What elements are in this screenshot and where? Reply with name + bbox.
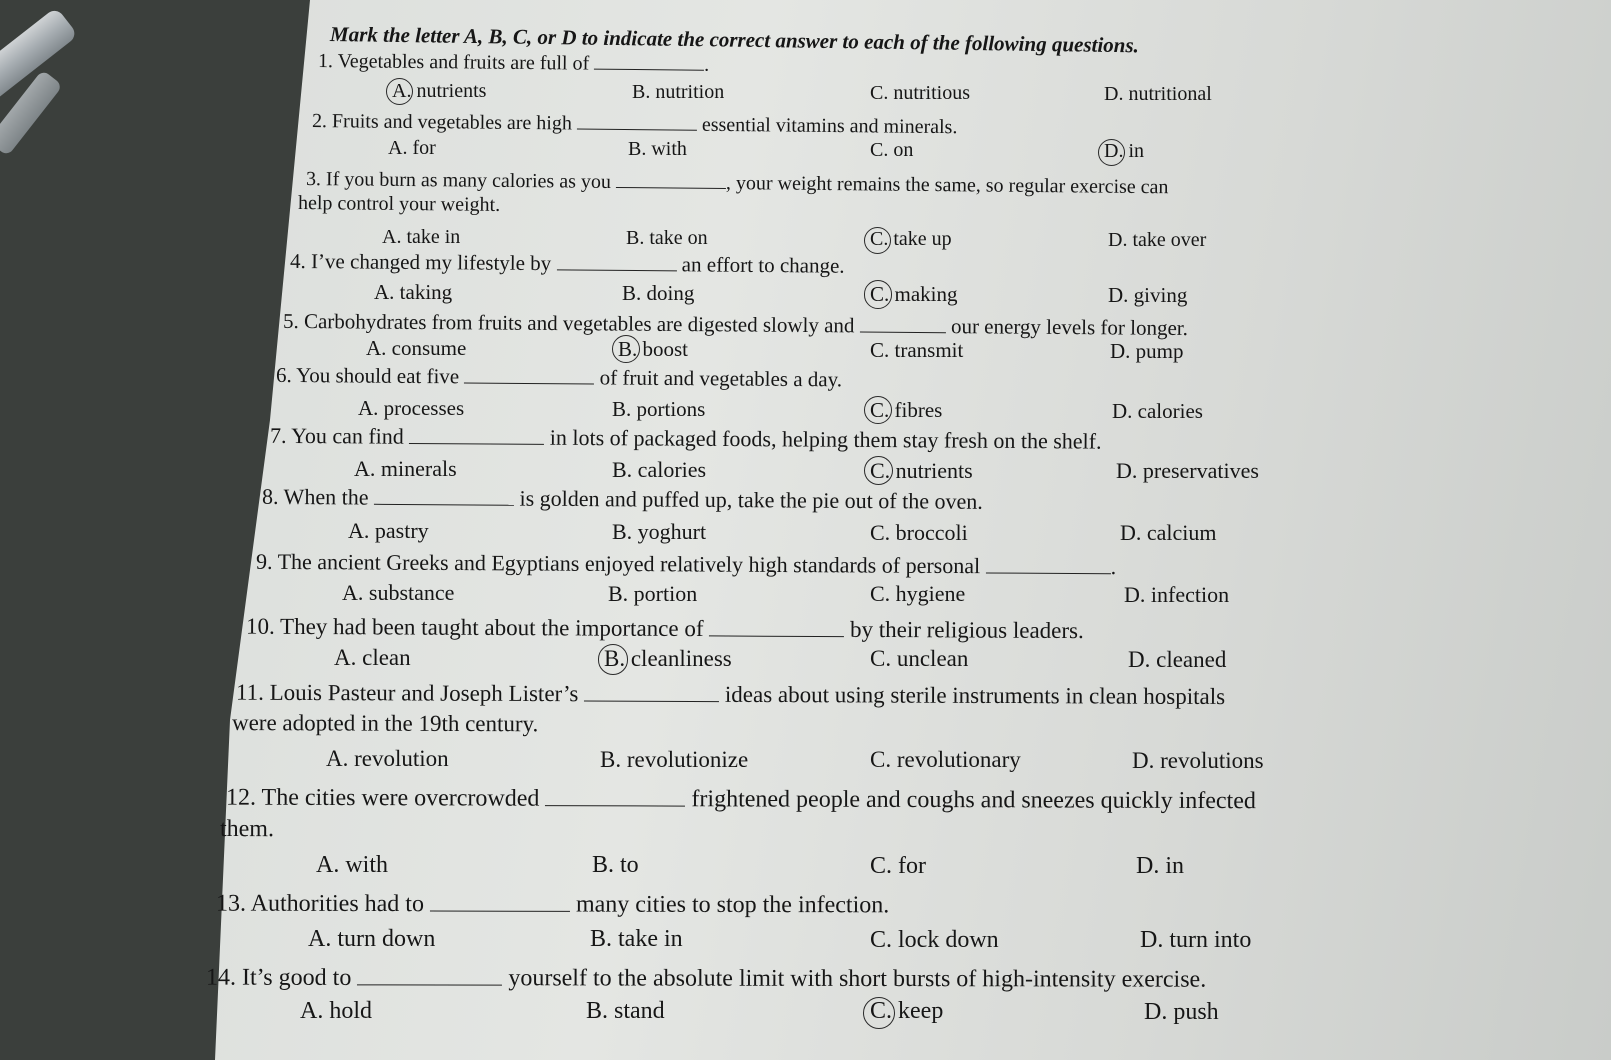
- question-text-after: essential vitamins and minerals.: [696, 113, 958, 139]
- question-11: [236, 678, 1225, 710]
- question-14-option-b[interactable]: B. stand: [586, 998, 665, 1025]
- question-6: [276, 362, 842, 392]
- question-1-option-b[interactable]: B. nutrition: [632, 81, 725, 104]
- question-4-option-b[interactable]: B. doing: [622, 281, 695, 305]
- question-text-before: The ancient Greeks and Egyptians enjoyed relatively high standards of personal: [277, 548, 986, 579]
- question-5-option-d[interactable]: D. pump: [1110, 338, 1184, 363]
- question-10: [246, 612, 1084, 644]
- question-4-option-c[interactable]: C. making: [870, 282, 958, 307]
- question-text-before: Vegetables and fruits are full of: [337, 50, 595, 75]
- question-13-option-b[interactable]: B. take in: [590, 926, 683, 953]
- question-4-option-a[interactable]: A. taking: [374, 280, 453, 304]
- question-5-option-a[interactable]: A. consume: [366, 336, 467, 360]
- answer-blank[interactable]: [374, 484, 514, 506]
- question-2-option-a[interactable]: A. for: [388, 137, 436, 159]
- answer-blank[interactable]: [594, 51, 704, 71]
- question-text-before: It’s good to: [241, 964, 358, 991]
- answer-circle-mark: [598, 644, 629, 675]
- answer-blank[interactable]: [709, 614, 844, 636]
- question-number: 8.: [261, 483, 284, 509]
- question-number: 10.: [245, 613, 281, 639]
- question-2-option-c[interactable]: C. on: [870, 139, 914, 162]
- question-text-before: They had been taught about the importance of: [280, 613, 710, 642]
- question-text-after: of fruit and vegetables a day.: [594, 365, 843, 392]
- question-text-after: frightened people and coughs and sneezes quickly infected: [685, 786, 1256, 815]
- question-number: 6.: [275, 362, 297, 388]
- question-1: [318, 48, 709, 77]
- answer-blank[interactable]: [430, 889, 570, 912]
- question-14-option-a[interactable]: A. hold: [300, 998, 372, 1024]
- answer-blank[interactable]: [545, 783, 685, 806]
- question-1-option-a[interactable]: A. nutrients: [392, 80, 486, 103]
- question-6-option-b[interactable]: B. portions: [612, 396, 706, 421]
- question-5-option-b[interactable]: B. boost: [618, 337, 688, 362]
- question-14-option-c[interactable]: C. keep: [870, 998, 943, 1025]
- question-text-after: is golden and puffed up, take the pie out of the oven.: [513, 485, 983, 514]
- answer-blank[interactable]: [584, 680, 719, 702]
- question-text-before: You can find: [291, 422, 410, 449]
- question-6-option-d[interactable]: D. calories: [1112, 398, 1203, 423]
- question-8-option-b[interactable]: B. yoghurt: [612, 518, 707, 544]
- question-text-before: Fruits and vegetables are high: [331, 110, 578, 135]
- question-9-option-c[interactable]: C. hygiene: [870, 581, 966, 607]
- question-text-before: When the: [283, 483, 375, 510]
- question-7: [270, 422, 1102, 455]
- question-text-before: You should eat five: [296, 363, 465, 389]
- question-4: [290, 248, 845, 279]
- question-3-option-d[interactable]: D. take over: [1108, 229, 1207, 252]
- question-8-option-d[interactable]: D. calcium: [1120, 520, 1217, 546]
- answer-blank[interactable]: [860, 313, 946, 334]
- question-6-option-a[interactable]: A. processes: [358, 396, 465, 420]
- question-3-option-b[interactable]: B. take on: [626, 227, 708, 250]
- question-number: 1.: [317, 50, 338, 73]
- question-14: [206, 962, 1206, 994]
- question-13: [216, 888, 889, 919]
- answer-circle-mark: [864, 280, 892, 308]
- question-12-continuation: them.: [219, 816, 275, 843]
- question-10-option-b[interactable]: B. cleanliness: [604, 646, 732, 672]
- question-2-option-d[interactable]: D. in: [1104, 140, 1144, 163]
- question-12-option-c[interactable]: C. for: [870, 852, 926, 879]
- question-9-option-a[interactable]: A. substance: [342, 580, 455, 605]
- answer-blank[interactable]: [409, 423, 544, 445]
- answer-blank[interactable]: [464, 363, 594, 384]
- question-7-option-c[interactable]: C. nutrients: [870, 458, 973, 484]
- question-14-option-d[interactable]: D. push: [1144, 998, 1219, 1025]
- question-text-before: The cities were overcrowded: [261, 784, 546, 812]
- question-10-option-c[interactable]: C. unclean: [870, 646, 969, 672]
- question-13-option-c[interactable]: C. lock down: [870, 926, 999, 953]
- question-3-option-a[interactable]: A. take in: [382, 226, 461, 248]
- question-text-after: an effort to change.: [676, 252, 845, 278]
- question-3-continuation: help control your weight.: [297, 192, 501, 216]
- question-11-option-d[interactable]: D. revolutions: [1132, 747, 1264, 773]
- answer-circle-mark: [863, 997, 895, 1029]
- question-12-option-d[interactable]: D. in: [1136, 853, 1184, 880]
- question-text-before: I’ve changed my lifestyle by: [310, 249, 557, 276]
- question-1-option-c[interactable]: C. nutritious: [870, 82, 971, 105]
- answer-blank[interactable]: [616, 169, 726, 189]
- instruction-text: Mark the letter A, B, C, or D to indicate the correct answer to each of the following questions.: [329, 22, 1140, 58]
- question-text-after: in lots of packaged foods, helping them stay fresh on the shelf.: [544, 424, 1102, 454]
- question-text-after: , your weight remains the same, so regular exercise can: [725, 172, 1169, 199]
- question-2: [312, 108, 958, 139]
- question-12-option-a[interactable]: A. with: [316, 852, 388, 878]
- answer-blank[interactable]: [986, 552, 1111, 574]
- question-number: 3.: [305, 168, 327, 191]
- question-11-option-b[interactable]: B. revolutionize: [600, 746, 749, 772]
- question-text-after: many cities to stop the infection.: [569, 891, 890, 919]
- question-13-option-a[interactable]: A. turn down: [308, 926, 436, 952]
- question-8-option-a[interactable]: A. pastry: [348, 518, 429, 543]
- question-number: 11.: [235, 679, 270, 705]
- question-number: 2.: [311, 110, 333, 133]
- question-number: 7.: [269, 422, 292, 448]
- question-text-after: our energy levels for longer.: [945, 314, 1189, 340]
- question-3-option-c[interactable]: C. take up: [870, 228, 952, 251]
- question-11-continuation: were adopted in the 19th century.: [231, 710, 539, 737]
- question-number: 5.: [282, 308, 305, 334]
- question-9: [256, 548, 1116, 580]
- question-11-option-a[interactable]: A. revolution: [326, 746, 449, 771]
- question-13-option-d[interactable]: D. turn into: [1140, 926, 1252, 953]
- question-2-option-b[interactable]: B. with: [628, 138, 687, 161]
- answer-blank[interactable]: [357, 962, 502, 985]
- answer-circle-mark: [864, 227, 891, 254]
- question-number: 12.: [225, 784, 262, 811]
- question-12-option-b[interactable]: B. to: [592, 852, 639, 879]
- question-6-option-c[interactable]: C. fibres: [870, 398, 942, 423]
- question-text-after: .: [1110, 554, 1117, 580]
- question-4-option-d[interactable]: D. giving: [1108, 283, 1188, 307]
- question-text-after: by their religious leaders.: [844, 616, 1084, 644]
- question-text-before: Authorities had to: [250, 890, 431, 918]
- answer-blank[interactable]: [556, 250, 676, 271]
- question-10-option-a[interactable]: A. clean: [334, 645, 411, 670]
- question-9-option-d[interactable]: D. infection: [1124, 582, 1230, 608]
- question-text-before: Louis Pasteur and Joseph Lister’s: [269, 679, 585, 707]
- question-11-option-c[interactable]: C. revolutionary: [870, 747, 1021, 772]
- question-10-option-d[interactable]: D. cleaned: [1128, 646, 1227, 672]
- question-1-option-d[interactable]: D. nutritional: [1104, 83, 1212, 106]
- question-text-after: yourself to the absolute limit with short bursts of high-intensity exercise.: [502, 965, 1207, 993]
- question-7-option-a[interactable]: A. minerals: [354, 456, 457, 481]
- question-text-after: ideas about using sterile instruments in clean hospitals: [719, 681, 1226, 710]
- question-number: 4.: [289, 248, 312, 274]
- question-7-option-d[interactable]: D. preservatives: [1116, 458, 1259, 484]
- question-text-after: .: [704, 53, 710, 76]
- question-number: 9.: [255, 548, 278, 574]
- question-5-option-c[interactable]: C. transmit: [870, 337, 964, 362]
- question-9-option-b[interactable]: B. portion: [608, 580, 698, 606]
- question-8: [262, 483, 983, 515]
- question-8-option-c[interactable]: C. broccoli: [870, 519, 968, 545]
- answer-blank[interactable]: [577, 111, 697, 131]
- question-number: 14.: [205, 964, 243, 991]
- question-7-option-b[interactable]: B. calories: [612, 456, 707, 482]
- answer-circle-mark: [1098, 139, 1125, 166]
- question-text-before: Carbohydrates from fruits and vegetables are digested slowly and: [303, 309, 860, 338]
- question-text-before: If you burn as many calories as you: [325, 168, 617, 193]
- question-number: 13.: [215, 890, 251, 917]
- question-12: [226, 782, 1256, 815]
